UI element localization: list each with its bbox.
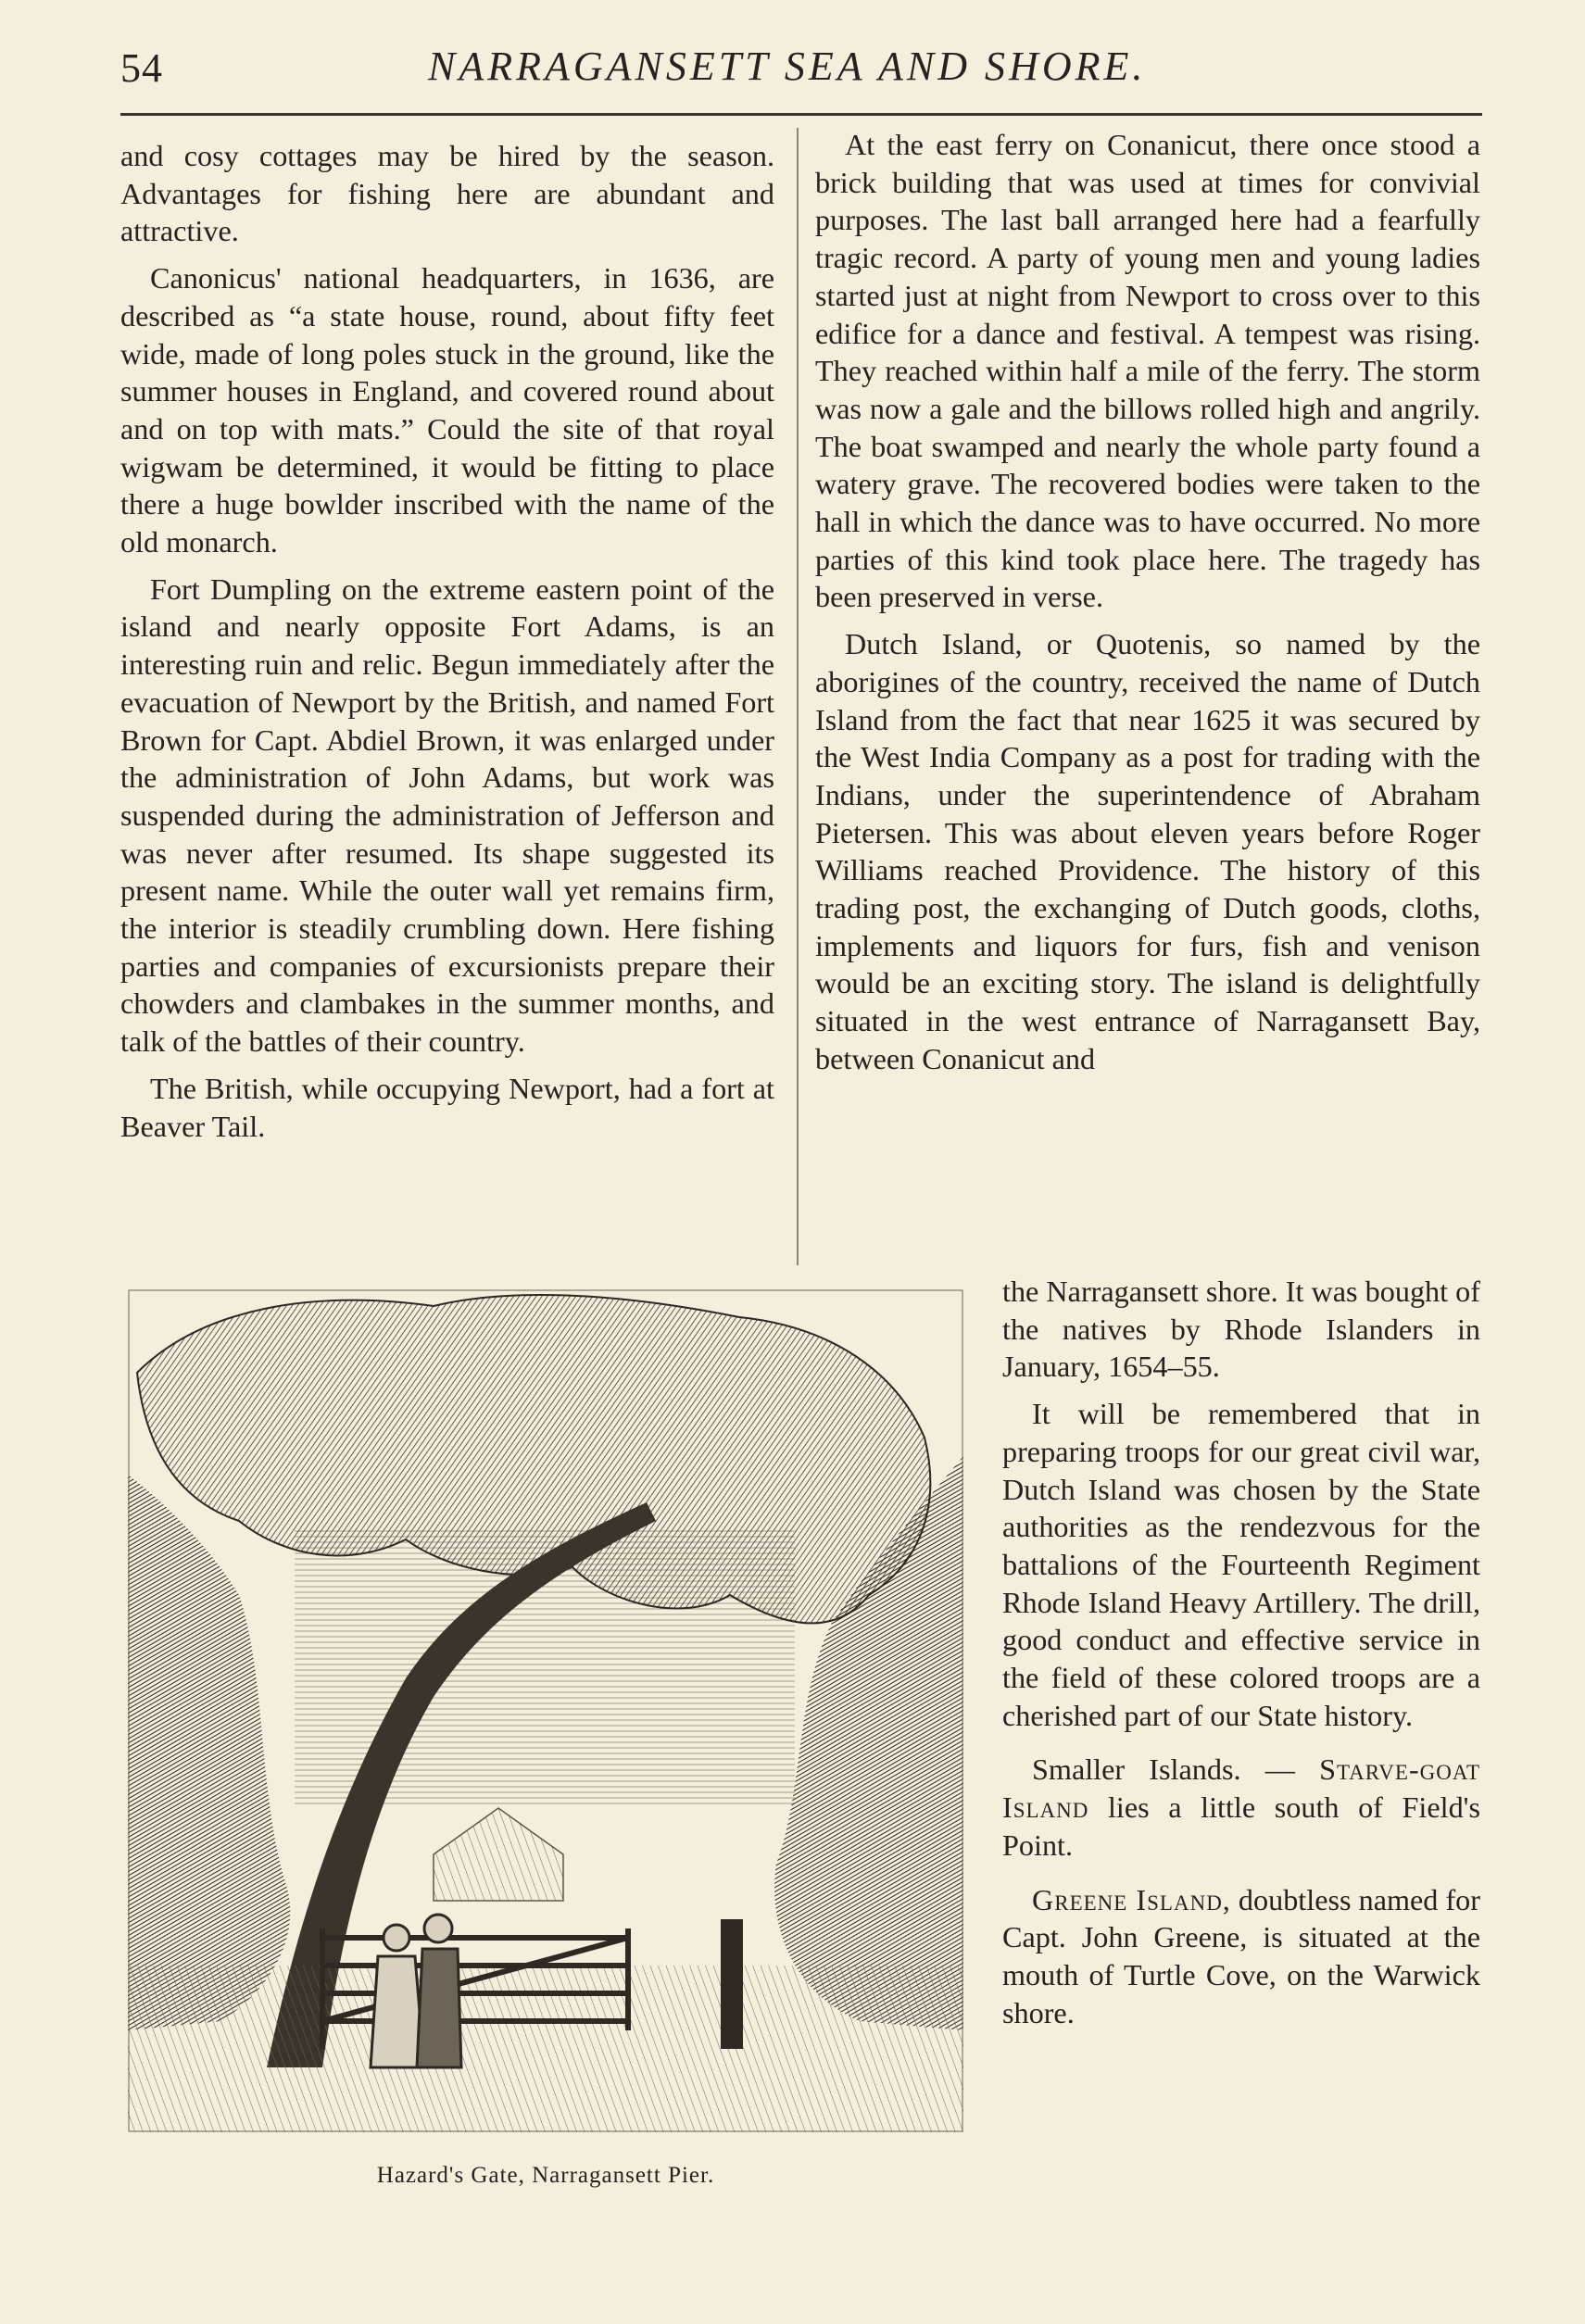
right-lower-paragraph-2: It will be remembered that in preparing troops for our great civil war, Dutch Island was chosen by the State authorities as the rendezvous for the battalions of the Fourteenth Regiment Rhode Island Heavy Artillery. The drill, good conduct and effective service in the field of these colored troops are a cherished part of our State history. bbox=[1002, 1397, 1480, 1732]
right-column bbox=[815, 126, 1480, 1078]
right-lower-column bbox=[1002, 1273, 1480, 2031]
left-paragraph-1: and cosy cottages may be hired by the season. Advantages for fishing here are abundant and attractive. bbox=[120, 139, 774, 248]
greene-island-name: Greene Island, bbox=[1032, 1882, 1231, 1916]
left-paragraph-3: Fort Dumpling on the extreme eastern point of the island and nearly opposite Fort Adams, is an interesting ruin and relic. Begun immediately after the evacuation of Newport by the British, and named Fort Brown for Capt. Abdiel Brown, it was enlarged under the administration of John Adams, but work was suspended during the administration of Jefferson and was never after resumed. Its shape suggested its present name. While the outer wall yet remains firm, the interior is steadily crumbling down. Here fishing parties and companies of excursionists prepare their chowders and clambakes in the summer months, and talk of the battles of their country. bbox=[120, 572, 774, 1059]
engraving-gate-post bbox=[721, 1919, 743, 2049]
right-lower-paragraph-1: the Narragansett shore. It was bought of the natives by Rhode Islanders in January, 1654–55. bbox=[1002, 1275, 1480, 1384]
greene-island-text: doubtless named for Capt. John Greene, is situated at the mouth of Turtle Cove, on the Warwick shore. bbox=[1002, 1882, 1480, 2029]
left-paragraph-4: The British, while occupying Newport, had a fort at Beaver Tail. bbox=[120, 1071, 774, 1143]
header-rule bbox=[120, 113, 1482, 116]
right-paragraph-1: At the east ferry on Conanicut, there once stood a brick building that was used at times for convivial purposes. The last ball arranged here had a fearfully tragic record. A party of young men and young ladies started just at night from Newport to cross over to this edifice for a dance and festival. A tempest was rising. They reached within half a mile of the ferry. The storm was now a gale and the billows rolled high and angrily. The boat swamped and nearly the whole party found a watery grave. The recovered bodies were taken to the hall in which the dance was to have occurred. No more parties of this kind took place here. The tragedy has been preserved in verse. bbox=[815, 128, 1480, 614]
left-paragraph-2: Canonicus' national headquarters, in 1636, are described as “a state house, round, about fifty feet wide, made of long poles stuck in the ground, like the summer houses in England, and covered round about and on top with mats.” Could the site of that royal wigwam be determined, it would be fitting to place there a huge bowlder inscribed with the name of the old monarch. bbox=[120, 261, 774, 559]
column-rule bbox=[797, 128, 799, 1265]
hazards-gate-engraving bbox=[128, 1289, 963, 2132]
right-paragraph-2: Dutch Island, or Quotenis, so named by the aborigines of the country, received the name of Dutch Island from the fact that near 1625 it was secured by the West India Company as a post for trading with the Indians, under the superintendence of Abraham Pietersen. This was about eleven years before Roger Williams reached Providence. The history of this trading post, the exchanging of Dutch goods, cloths, implements and liquors for furs, fish and venison would be an exciting story. The island is delightfully situated in the west entrance of Narragansett Bay, between Conanicut and bbox=[815, 627, 1480, 1075]
running-title: NARRAGANSETT SEA AND SHORE. bbox=[428, 44, 1147, 89]
right-lower-paragraph-4 bbox=[1002, 1881, 1480, 2032]
right-lower-paragraph-3 bbox=[1002, 1751, 1480, 1864]
smaller-islands-heading: Smaller Islands. — bbox=[1032, 1752, 1320, 1787]
starve-goat-island-text: lies a little south of Field's Point. bbox=[1002, 1790, 1480, 1862]
left-column bbox=[120, 137, 774, 1145]
illustration-caption: Hazard's Gate, Narragansett Pier. bbox=[376, 2163, 715, 2188]
page-number: 54 bbox=[120, 45, 163, 91]
starve-goat-island-name: Starve-goat Island bbox=[1002, 1752, 1480, 1825]
